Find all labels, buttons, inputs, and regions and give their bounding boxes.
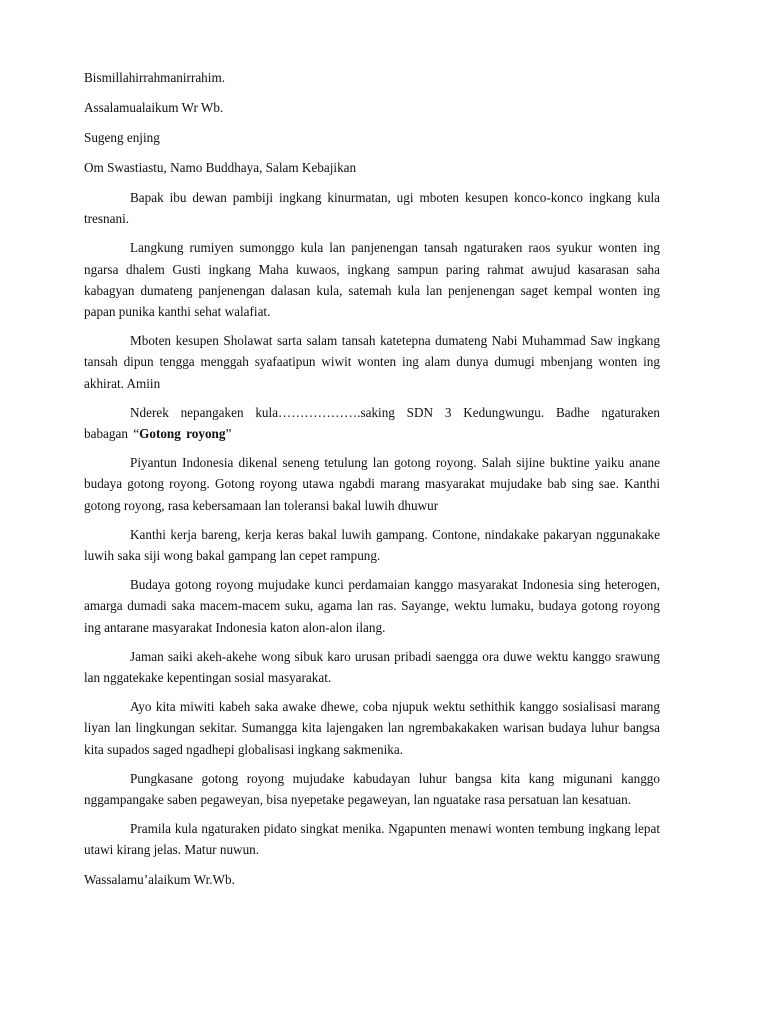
paragraph-body-1: Piyantun Indonesia dikenal seneng tetulung lan gotong royong. Salah sijine buktine yaiku anane budaya gotong royong. Gotong royong utawa ngabdi marang masyarakat mujudake bab sing sae. Kanthi gotong royong, rasa kebersamaan lan toleransi bakal luwih dhuwur	[84, 455, 660, 513]
introduction-end: ”	[225, 426, 232, 442]
closing-salam: Wassalamu’alaikum Wr.Wb.	[84, 871, 235, 887]
paragraph-conclusion: Pungkasane gotong royong mujudake kabudayan luhur bangsa kita kang migunani kanggo nggampangake saben pegaweyan, bisa nyepetake pegaweyan, lan nguatake rasa persatuan lan kesatuan.	[84, 770, 660, 808]
topic-title: Gotong royong	[139, 426, 226, 442]
paragraph-body-4: Jaman saiki akeh-akehe wong sibuk karo urusan pribadi saengga ora duwe wektu kanggo srawung lan nggatekake kepentingan sosial masyarakat.	[84, 648, 660, 686]
paragraph-body-2: Kanthi kerja bareng, kerja keras bakal luwih gampang. Contone, nindakake pakaryan nggunakake luwih saka siji wong bakal gampang lan cepet rampung.	[84, 526, 660, 564]
paragraph-address: Bapak ibu dewan pambiji ingkang kinurmatan, ugi mboten kesupen konco-konco ingkang kula tresnani.	[84, 190, 660, 227]
paragraph-introduction	[84, 402, 660, 444]
paragraph-body-3: Budaya gotong royong mujudake kunci perdamaian kanggo masyarakat Indonesia sing heterogen, amarga dumadi saka macem-macem suku, agama lan ras. Sayange, wektu lumaku, budaya gotong royong ing antarane masyarakat Indonesia katon alon-alon ilang.	[84, 577, 660, 635]
paragraph-gratitude: Langkung rumiyen sumonggo kula lan panjenengan tansah ngaturaken raos syukur wonten ing ngarsa dhalem Gusti ingkang Maha kuwaos, ingkang sampun paring rahmat awujud kasarasan saha kabagyan dumateng panjenengan dalasan kula, satemah kula lan penjenengan saget kempal wonten ing papan punika kanthi sehat walafiat.	[84, 240, 660, 320]
greeting-salam: Assalamualaikum Wr Wb.	[84, 100, 224, 115]
greeting-morning: Sugeng enjing	[84, 130, 160, 145]
introduction-text: Nderek nepangaken kula……………….saking SDN 3 Kedungwungu. Badhe ngaturaken babagan “	[84, 404, 660, 442]
paragraph-closing-remarks: Pramila kula ngaturaken pidato singkat menika. Ngapunten menawi wonten tembung ingkang lepat utawi kirang jelas. Matur nuwun.	[84, 821, 660, 858]
greeting-interfaith: Om Swastiastu, Namo Buddhaya, Salam Kebajikan	[84, 160, 357, 175]
paragraph-sholawat: Mboten kesupen Sholawat sarta salam tansah katetepna dumateng Nabi Muhammad Saw ingkang tansah dipun tengga menggah syafaatipun wiwit wonten ing alam dunya dumugi mbenjang wonten ing akhirat. Amiin	[84, 333, 660, 391]
paragraph-body-5: Ayo kita miwiti kabeh saka awake dhewe, coba njupuk wektu sethithik kanggo sosialisasi marang liyan lan lingkungan sekitar. Sumangga kita lajengaken lan ngrembakakaken warisan budaya luhur bangsa kita supados saged ngadhepi globalisasi ingkang sakmenika.	[84, 699, 660, 757]
greeting-bismillah: Bismillahirrahmanirrahim.	[84, 70, 225, 85]
